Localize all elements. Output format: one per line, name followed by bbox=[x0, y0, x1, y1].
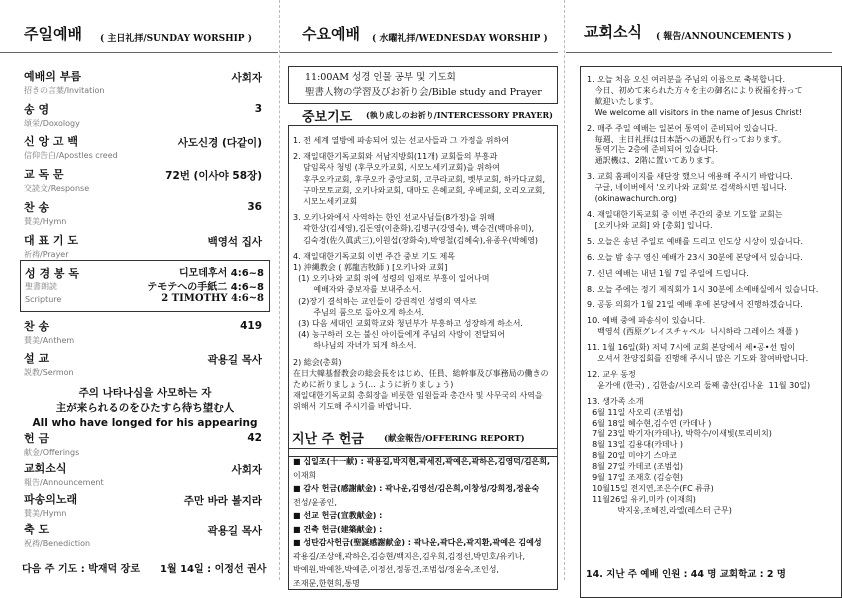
sunday-worship-column bbox=[0, 0, 278, 580]
order-item-value: 3 bbox=[254, 103, 262, 115]
text-line: 김숙경(佐久眞武三),이원섭(장화숙),박영철(김혜숙),유종우(박혜영) bbox=[293, 235, 539, 245]
scripture-ref-en: 2 TIMOTHY 4:6~8 bbox=[161, 293, 264, 304]
order-item bbox=[24, 491, 268, 519]
order-item bbox=[24, 232, 268, 260]
text-line: 8월 13일 김용대(카데나 ) bbox=[587, 440, 684, 450]
text-line: 9. 공동 의회가 1월 21일 예배 후에 본당에서 진행하겠습니다. bbox=[587, 300, 803, 310]
text-line: 9월 17일 조재호 (김승현) bbox=[587, 473, 684, 483]
order-item-value: 사회자 bbox=[231, 464, 262, 476]
text-line: ために祈りましょう(... ように祈りましょう) bbox=[293, 380, 454, 390]
order-item-sub: 交読文/Response bbox=[24, 184, 90, 193]
text-line: 윤가애 (한국) , 김한솔/시오리 둘째 출산(김나윤 11월 30일) bbox=[587, 380, 811, 390]
text-line: 6월 11일 사오리 (조범섭) bbox=[587, 407, 684, 417]
offering-title: 지난 주 헌금 bbox=[292, 428, 364, 447]
order-item-sub: 説教/Sermon bbox=[24, 368, 74, 377]
text-line: 4. 재일대한기독교회 이번 주간 중보 기도 제목 bbox=[293, 251, 455, 261]
text-line: 10월15일 전지연,조은수(FC 류큐) bbox=[587, 484, 714, 493]
text-line: 전성/윤종인, bbox=[293, 497, 337, 507]
scripture-label: 성 경 봉 독 bbox=[25, 267, 79, 280]
announce-list bbox=[581, 67, 841, 517]
text-line: 박예원,박예찬,박예준,이정선,정동건,조범섭/정윤숙,조인성, bbox=[293, 565, 499, 574]
text-line: 주님의 품으로 돌아오게 하소서. bbox=[293, 307, 424, 317]
text-line: (4) 농구하러 오는 불신 아이들에게 주님의 사랑이 전달되어 bbox=[293, 330, 505, 340]
order-item-value: 36 bbox=[247, 201, 262, 213]
text-line: 7월 23일 박기자(카데나), 박학수/이새빛(토리비치) bbox=[587, 429, 772, 439]
order-item-title: 송 영 bbox=[24, 103, 50, 116]
order-item-value: 곽용길 목사 bbox=[207, 354, 262, 366]
text-line: 歓迎いたします。 bbox=[587, 96, 658, 106]
offering-subtitle: (献金報告/OFFERING REPORT) bbox=[384, 434, 525, 444]
order-item-title: 찬 송 bbox=[24, 201, 50, 214]
scripture-box bbox=[20, 260, 270, 312]
order-item-value: 72번 (이사야 58장) bbox=[165, 170, 262, 182]
sermon-title-ko: 주의 나타나심을 사모하는 자 bbox=[78, 387, 212, 399]
text-line: 11. 1월 16일(화) 저녁 7시에 교회 본당에서 세•공•선 팀이 bbox=[587, 343, 796, 353]
text-line: 6월 18일 혜수현,김수연 (카데나 ) bbox=[587, 418, 712, 428]
offering-box bbox=[288, 448, 558, 590]
prayer-list bbox=[289, 126, 557, 413]
text-line: 시모노세키교회 bbox=[293, 197, 358, 207]
order-item-sub: 信仰告白/Apostles creed bbox=[24, 151, 118, 160]
text-line: ■ 십일조(十一献) : 곽용길,박지현,곽세진,곽예은,곽하은,김영덕/김은희, bbox=[293, 457, 551, 466]
bible-study-box bbox=[288, 66, 558, 104]
wednesday-subtitle: ( 水曜礼拝/WEDNESDAY WORSHIP ) bbox=[372, 34, 548, 44]
order-item-value: 백영석 집사 bbox=[207, 236, 262, 248]
order-item bbox=[24, 133, 268, 161]
attendance: 14. 지난 주 예배 인원 : 44 명 교회학교 : 2 명 bbox=[586, 566, 786, 580]
order-item-title: 교 독 문 bbox=[24, 168, 64, 181]
prayer-subtitle: (執り成しのお祈り/INTERCESSORY PRAYER) bbox=[366, 110, 553, 120]
column-divider-2 bbox=[564, 0, 565, 580]
sermon-title-en: All who have longed for his appearing bbox=[32, 417, 258, 429]
order-item bbox=[24, 318, 268, 346]
text-line: ■ 건축 헌금(建築献金) : bbox=[293, 524, 383, 534]
wednesday-header bbox=[280, 22, 558, 53]
announce-subtitle: ( 報告/ANNOUNCEMENTS ) bbox=[656, 32, 792, 42]
text-line: 7. 신년 예배는 내년 1월 7일 주일에 드립니다. bbox=[587, 268, 749, 278]
order-item-sub: 賛美/Hymn bbox=[24, 217, 67, 226]
text-line: 10. 예배 중에 파송식이 있습니다. bbox=[587, 316, 706, 326]
text-line: 2. 매주 주일 예배는 일본어 통역이 준비되어 있습니다. bbox=[587, 123, 778, 133]
announce-title: 교회소식 bbox=[584, 23, 642, 41]
order-item-value: 사도신경 (다같이) bbox=[177, 137, 262, 149]
order-item-sub: 祝祷/Benediction bbox=[24, 539, 91, 548]
order-item-title: 예배의 부름 bbox=[24, 70, 81, 83]
order-item bbox=[24, 430, 268, 458]
text-line: (2)장기 결석하는 교인들이 강권적인 성령의 역사로 bbox=[293, 296, 477, 306]
order-item-title: 대 표 기 도 bbox=[24, 234, 78, 247]
order-item-sub: 献金/Offerings bbox=[24, 448, 80, 457]
sermon-title bbox=[20, 386, 270, 431]
order-item bbox=[24, 460, 268, 488]
order-item bbox=[24, 68, 268, 96]
text-line: 4. 재일대한기독교회 중 이번 주간의 중보 기도할 교회는 bbox=[587, 209, 783, 219]
order-item-value: 419 bbox=[240, 320, 262, 332]
text-line: 오셔서 찬양집회를 진행해 주시니 많은 기도와 참여바랍니다. bbox=[587, 354, 809, 364]
order-item-sub: 頌栄/Doxology bbox=[24, 119, 80, 128]
text-line: 2. 재일대한기독교회와 서남지방회(11개) 교회들의 부흥과 bbox=[293, 152, 498, 162]
text-line: 통역기는 2층에 준비되어 있습니다. bbox=[587, 145, 719, 155]
text-line: 곽한상(김세영),김돈영(이춘화),김병구(강영숙), 백승건(백마유미), bbox=[293, 224, 535, 234]
order-item-title: 파송의노래 bbox=[24, 493, 78, 506]
order-item-value: 곽용길 목사 bbox=[207, 525, 262, 537]
text-line: 3. 오키나와에서 사역하는 한인 선교사님들(8가정)을 위해 bbox=[293, 213, 495, 223]
wednesday-worship-column bbox=[280, 0, 562, 588]
sermon-title-jp: 主が来られるのをひたすら待ち望む人 bbox=[55, 402, 235, 414]
text-line: 毎週、主日礼拝は日本語への通訳も行っております。 bbox=[587, 134, 786, 144]
text-line: (3) 다음 세대인 교회학교와 청년부가 부흥하고 성장하게 하소서. bbox=[293, 319, 523, 329]
order-item-sub: 報告/Announcement bbox=[24, 478, 104, 487]
text-line: 곽용길/조상애,곽하은,김승현/백지은,김우희,김정선,박민호/유키나, bbox=[293, 551, 525, 561]
text-line: 구마모토교회, 오키나와교회, 대마도 은혜교회, 우베교회, 오리오교회, bbox=[293, 185, 545, 195]
text-line: 12. 교우 동정 bbox=[587, 369, 636, 379]
text-line: ■ 감사 헌금(感謝献金) : 곽나운,김영선/김은희,이창성/강희정,정윤숙 bbox=[293, 484, 540, 493]
text-line: 今日、初めて来られた方々を主の御名により祝福を持って bbox=[587, 85, 803, 95]
announce-box bbox=[580, 66, 842, 598]
text-line: (1) 오키나와 교회 위에 성령의 임재로 부흥이 일어나며 bbox=[293, 274, 490, 284]
text-line: 이재희 bbox=[293, 470, 317, 480]
order-item-sub: 賛美/Hymn bbox=[24, 509, 67, 518]
scripture-sub-jp: 聖書朗読 bbox=[25, 282, 57, 291]
order-item bbox=[24, 350, 268, 378]
order-item-title: 축 도 bbox=[24, 523, 50, 536]
scripture-sub-en: Scripture bbox=[25, 295, 62, 304]
text-line: 通訳機は、2階に置いてあります。 bbox=[587, 156, 720, 166]
text-line: 8월 20일 미야기 스마코 bbox=[587, 451, 677, 461]
text-line: 8. 오늘 주에는 정기 제직회가 1시 30분에 소예배실에서 있습니다. bbox=[587, 284, 819, 294]
text-line: [오키나와 교회] 와 [총회] 입니다. bbox=[587, 220, 713, 230]
order-item-title: 설 교 bbox=[24, 352, 50, 365]
scripture-ref-jp: テモテへの手紙二 4:6~8 bbox=[147, 282, 264, 293]
text-line: 구글, 네이버에서 '오키나와 교회'로 검색하시면 됩니다. bbox=[587, 183, 787, 193]
prayer-title: 중보기도 bbox=[302, 110, 353, 125]
order-item-value: 주만 바라 볼지라 bbox=[183, 495, 262, 507]
sunday-title: 주일예배 bbox=[24, 25, 82, 43]
order-item-title: 교회소식 bbox=[24, 462, 67, 475]
text-line: 위해서 기도해 주시기를 바랍니다. bbox=[293, 402, 412, 412]
text-line: 하나님의 자녀가 되게 하소서. bbox=[293, 341, 417, 351]
order-item-title: 신 앙 고 백 bbox=[24, 135, 78, 148]
order-item-sub: 招きの言葉/Invitation bbox=[24, 86, 105, 95]
order-item bbox=[24, 101, 268, 129]
bible-study-line2: 聖書人物の学習及びお祈り会/Bible study and Prayer bbox=[305, 87, 542, 98]
text-line: (okinawachurch.org) bbox=[587, 194, 677, 204]
text-line: 조재문,한현희,통명 bbox=[293, 578, 360, 588]
order-item-title: 헌 금 bbox=[24, 432, 50, 445]
text-line: 예배자와 중보자를 보내주소서. bbox=[293, 285, 422, 295]
order-item bbox=[24, 199, 268, 227]
text-line: We welcome all visitors in the name of Jesus Christ! bbox=[587, 107, 802, 117]
text-line: ■ 성탄감사헌금(聖誕感謝献金) : 곽나운,곽다은,곽지환,곽예은 김예성 bbox=[293, 538, 542, 547]
text-line: 1. 전 세계 열방에 파송되어 있는 선교사들과 그 가정을 위하여 bbox=[293, 136, 509, 145]
prayer-box bbox=[288, 125, 558, 457]
text-line: 재일대한기독교회 총회장을 비롯한 임원들과 총간사 및 사무국의 사역을 bbox=[293, 391, 543, 401]
text-line: 3. 교회 홈페이지를 새단장 했으니 애용해 주시기 바랍니다. bbox=[587, 172, 793, 182]
text-line: 담임목사 청빙 (후쿠오카교회, 시모노세키교회)을 위하여 bbox=[293, 163, 500, 173]
order-item-title: 찬 송 bbox=[24, 320, 50, 333]
text-line: 1. 오늘 처음 오신 여러분을 주님의 이름으로 축복합니다. bbox=[587, 75, 785, 84]
order-item-value: 42 bbox=[247, 432, 262, 444]
order-item-sub: 祈祷/Prayer bbox=[24, 250, 69, 259]
text-line: 6. 오늘 밤 송구 영신 예배가 23시 30분에 본당에서 있습니다. bbox=[587, 252, 803, 262]
text-line: 1) 沖縄教会 ( 郭龍吉牧師 ) [오키나와 교회] bbox=[293, 263, 448, 273]
sunday-subtitle: ( 主日礼拝/SUNDAY WORSHIP ) bbox=[100, 34, 252, 44]
text-line: 在日大韓基督教会の総会長をはじめ、任員、総幹事及び事務局の働きの bbox=[293, 368, 549, 378]
text-line: ■ 선교 헌금(宣教献金) : bbox=[293, 511, 383, 520]
bible-study-line1: 11:00AM 성경 인물 공부 및 기도회 bbox=[305, 72, 456, 83]
text-line: 2) 総会(총회) bbox=[293, 357, 342, 367]
order-item-sub: 賛美/Anthem bbox=[24, 336, 75, 345]
order-item-value: 사회자 bbox=[231, 72, 262, 84]
next-prayer: 다음 주 기도 : 박재덕 장로 bbox=[22, 564, 141, 575]
order-item bbox=[24, 166, 268, 194]
text-line: 8월 27일 카데코 (조범섭) bbox=[587, 462, 684, 472]
text-line: 박지웅,조혜진,라엘(레스터 근무) bbox=[587, 505, 732, 515]
text-line: 후쿠오카교회, 후쿠오카 중앙교회, 고쿠라교회, 벳부교회, 하카다교회, bbox=[293, 174, 545, 184]
text-line: 5. 오늘은 송년 주일로 예배를 드리고 인도상 시상이 있습니다. bbox=[587, 236, 803, 246]
next-date: 1월 14일 : 이정선 권사 bbox=[160, 564, 267, 575]
announce-header bbox=[566, 22, 832, 53]
scripture-ref-ko: 디모데후서 4:6~8 bbox=[178, 268, 264, 279]
offering-list bbox=[289, 449, 557, 590]
announcements-column bbox=[566, 0, 828, 580]
text-line: 백영석 (西原グレイスチャペル 니시하라 그레이스 채플 ) bbox=[587, 327, 799, 337]
order-item bbox=[24, 521, 268, 549]
text-line: 11월26일 유키,미카 (이재희) bbox=[587, 494, 696, 504]
sunday-header bbox=[0, 22, 278, 53]
wednesday-title: 수요예배 bbox=[302, 25, 360, 43]
text-line: 13. 생가족 소개 bbox=[587, 396, 644, 406]
